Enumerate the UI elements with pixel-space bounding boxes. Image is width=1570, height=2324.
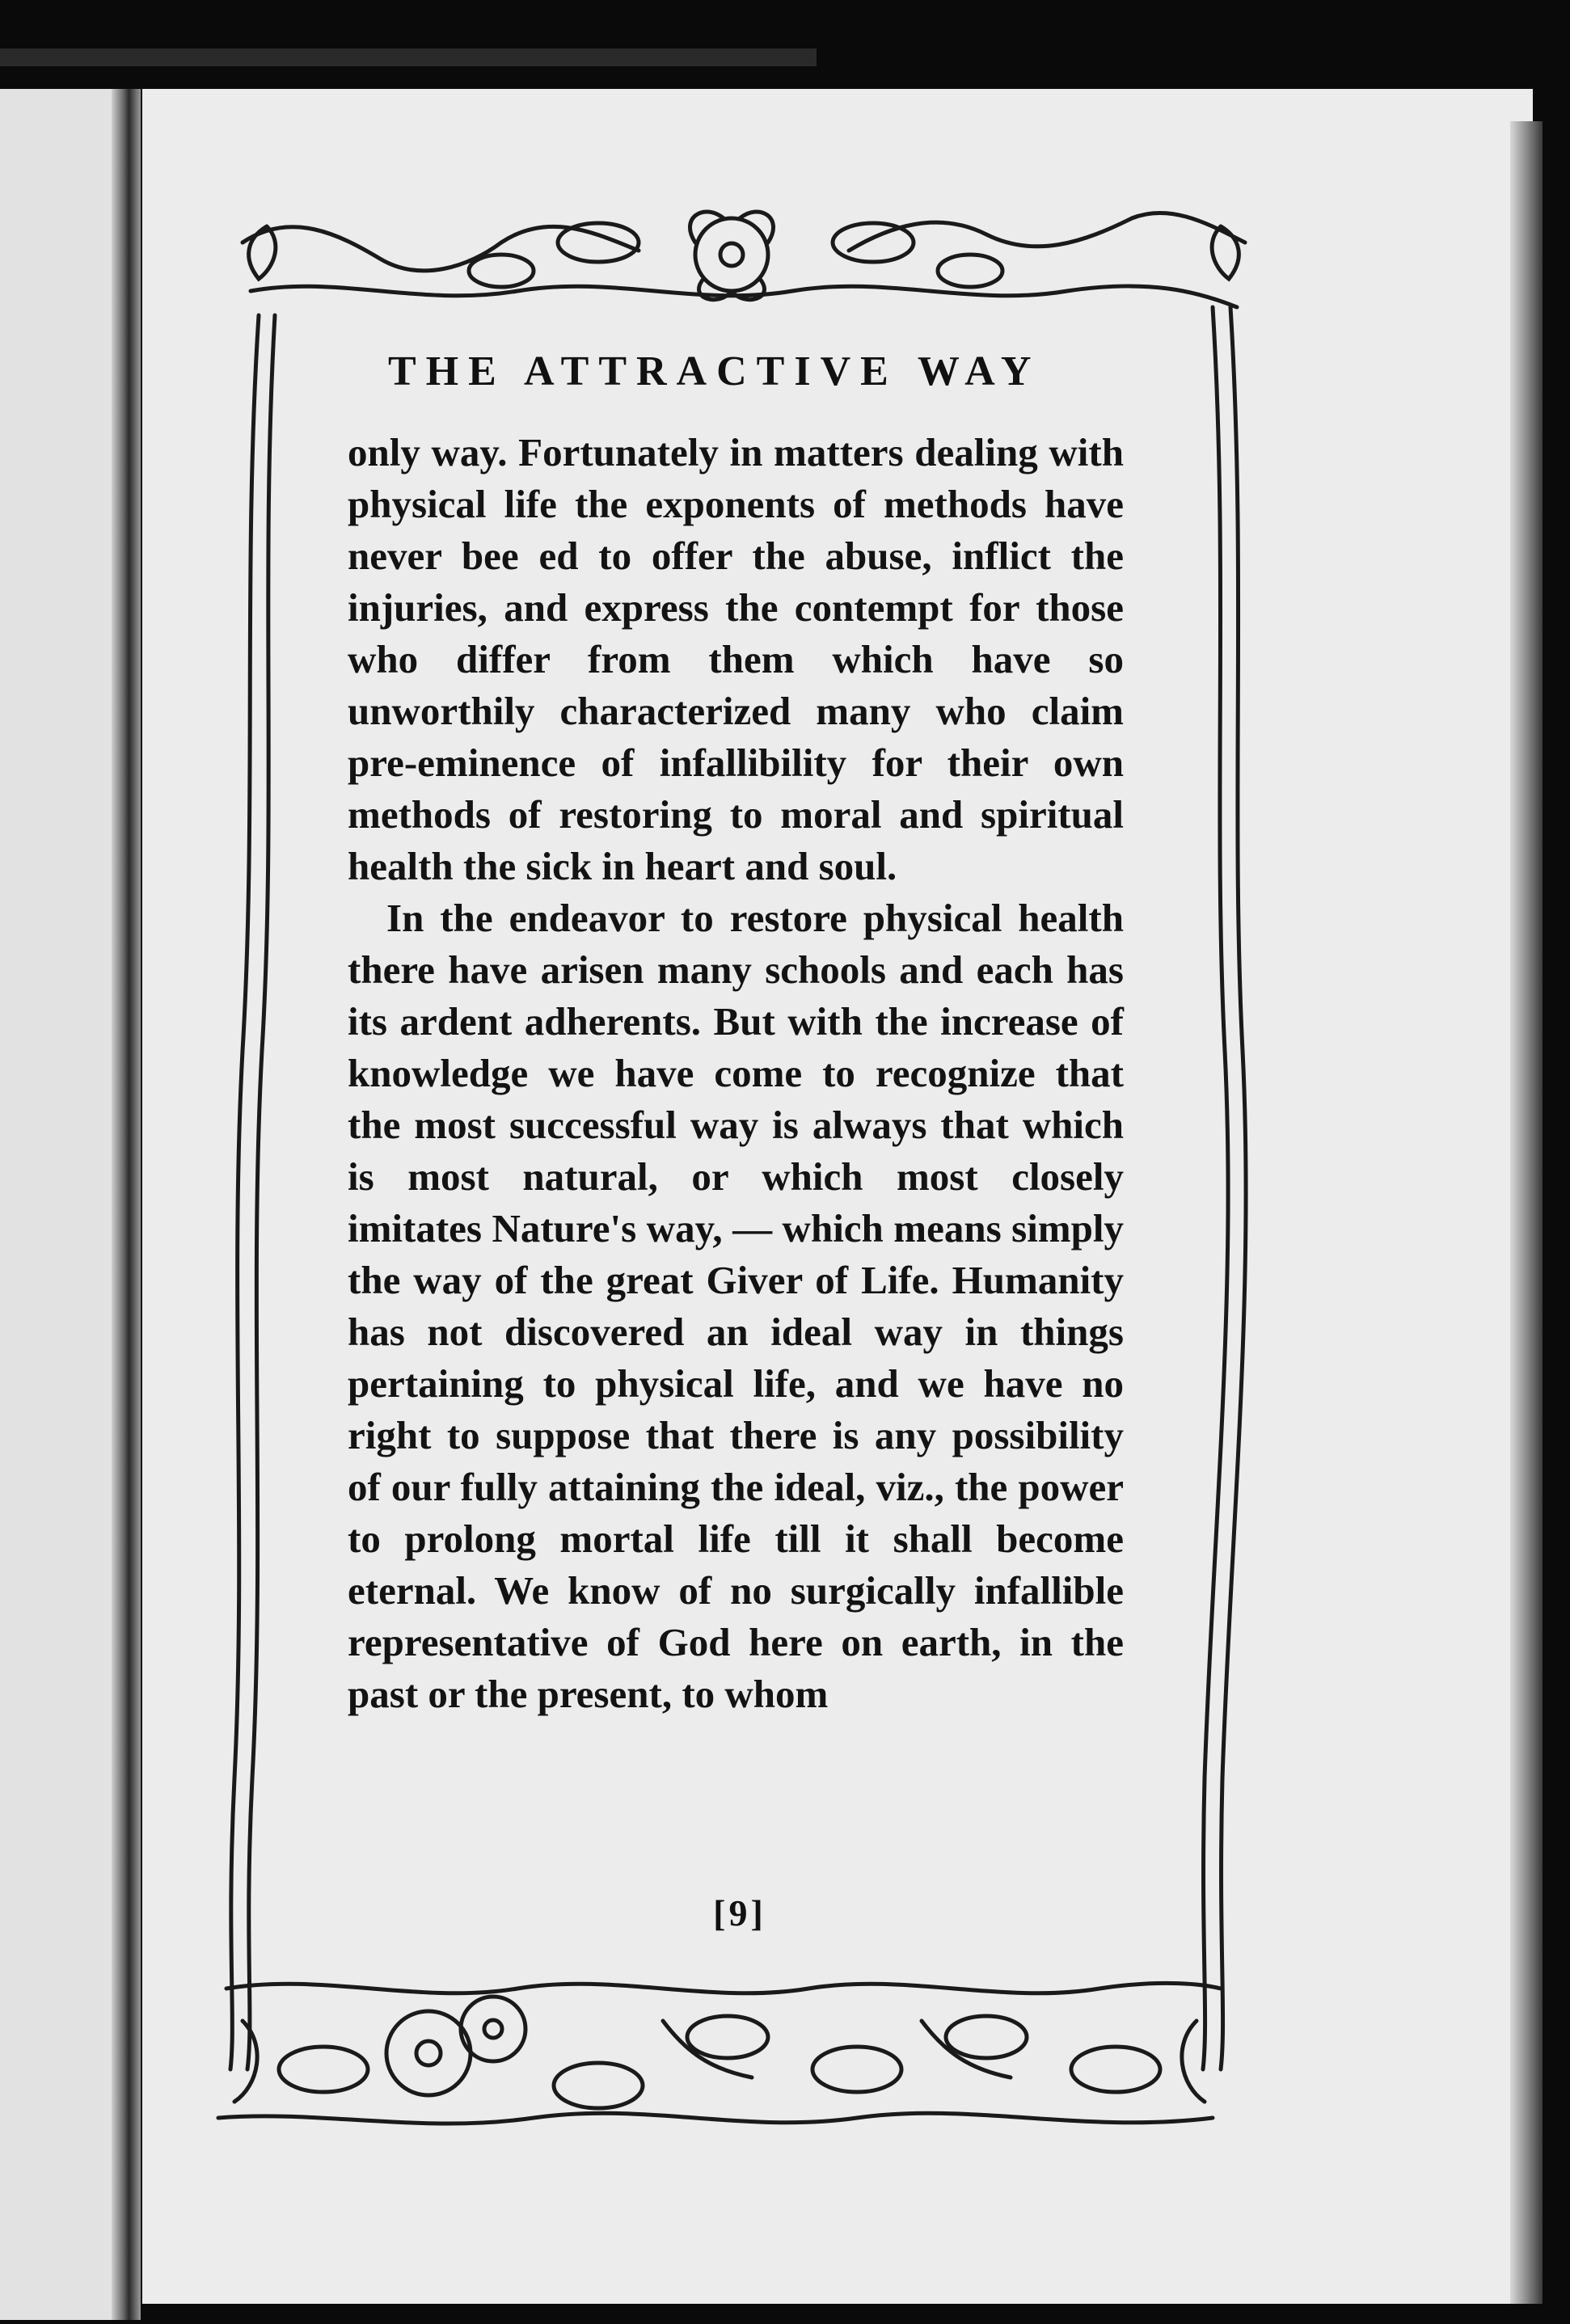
left-vine [230,315,259,2069]
right-vine [1203,307,1228,2069]
paragraph: In the endeavor to restore physical health there have arisen many schools and each has its ardent adherents. But with the increase of knowledge we have come to recognize that the most successful way is always that which is most natural, or which most closely imitates Nature's way, — which means simply the way of the great Giver of Life. Humanity has not discovered an ideal way in things pertaining to physical life, and we have no right to suppose that there is any possibility of our fully attaining the ideal, viz., the power to prolong mortal life till it shall become eternal. We know of no surgically infallible representative of God here on earth, in the past or the present, to whom [348,896,1124,1716]
paragraph: only way. Fortunately in matters dealing with physical life the exponents of methods have never bee ed to offer the abuse, inflict the injuries, and express the contempt for those who differ from them which have so unworthily characterized many who claim pre-eminence of infallibility for their own methods of restoring to moral and spiritual health the sick in heart and soul. [348,430,1124,888]
floral-footer-ornament [218,1983,1221,2124]
page-number: [9] [713,1892,766,1934]
floral-header-ornament [243,212,1245,307]
running-head: THE ATTRACTIVE WAY [388,348,1041,394]
page-body-text [348,427,1124,1720]
right-vine-inner [1221,307,1246,2069]
